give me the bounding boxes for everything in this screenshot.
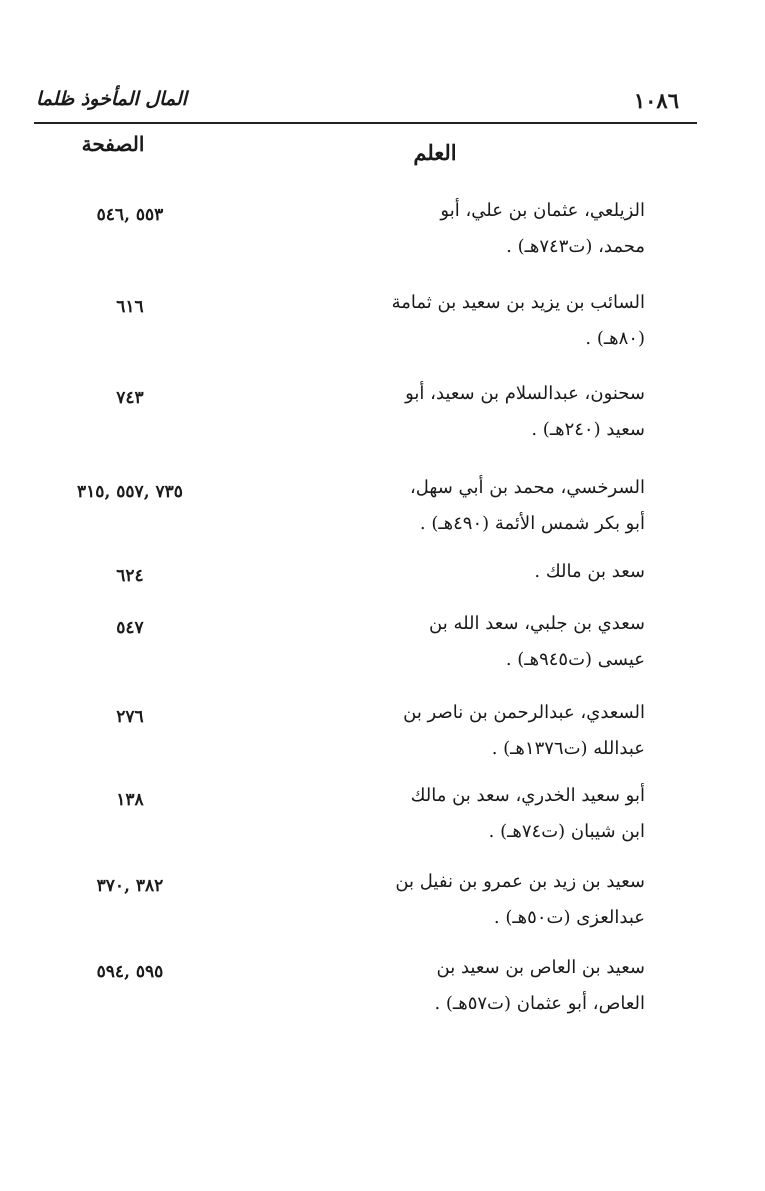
column-header-page: الصفحة [81, 132, 145, 156]
entry-pages: ١٣٨ [116, 790, 144, 810]
entry-name-line1: سعيد بن العاص بن سعيد بن [436, 957, 645, 978]
entry-name-line2: عبدالله (ت١٣٧٦هـ) . [491, 738, 645, 759]
entry-pages: ٧٤٣ [116, 388, 144, 408]
index-entry [0, 292, 765, 377]
entry-name-line1: الزيلعي، عثمان بن علي، أبو [440, 200, 645, 221]
running-title: المال المأخوذ ظلما [36, 88, 187, 110]
entry-name-line1: سعدي بن جلبي، سعد الله بن [429, 613, 645, 634]
index-entry [0, 957, 765, 1042]
entry-pages: ٢٧٦ [116, 707, 144, 727]
column-header-name: العلم [413, 140, 457, 165]
page-number: ١٠٨٦ [633, 88, 679, 113]
entry-name-line1: سحنون، عبدالسلام بن سعيد، أبو [405, 383, 645, 404]
index-entry [0, 613, 765, 698]
entry-name-line2: محمد، (ت٧٤٣هـ) . [506, 236, 645, 257]
entry-name-line2: العاص، أبو عثمان (ت٥٧هـ) . [434, 993, 645, 1014]
entry-pages: ٧٣٥ ,٥٥٧ ,٣١٥ [77, 482, 183, 502]
entry-name-line1: السعدي، عبدالرحمن بن ناصر بن [403, 702, 645, 723]
entry-name-line1: السرخسي، محمد بن أبي سهل، [409, 477, 645, 498]
entry-name-line2: سعيد (٢٤٠هـ) . [531, 419, 645, 440]
entry-name-line1: سعد بن مالك . [534, 561, 645, 582]
entry-name-line1: السائب بن يزيد بن سعيد بن ثمامة [391, 292, 645, 313]
entry-name-line2: أبو بكر شمس الأئمة (٤٩٠هـ) . [419, 513, 645, 534]
entry-pages: ٣٨٢ ,٣٧٠ [96, 876, 164, 896]
entry-pages: ٦٢٤ [116, 566, 144, 586]
header-rule [34, 122, 697, 124]
entry-pages: ٦١٦ [116, 297, 144, 317]
entry-name-line2: عيسى (ت٩٤٥هـ) . [505, 649, 645, 670]
entry-name-line2: عبدالعزى (ت٥٠هـ) . [493, 907, 645, 928]
entry-name-line2: ابن شيبان (ت٧٤هـ) . [488, 821, 645, 842]
index-entry [0, 702, 765, 787]
index-entry [0, 383, 765, 468]
entry-name-line1: أبو سعيد الخدري، سعد بن مالك [410, 785, 645, 806]
entry-name-line1: سعيد بن زيد بن عمرو بن نفيل بن [395, 871, 645, 892]
entry-pages: ٥٩٥ ,٥٩٤ [96, 962, 164, 982]
index-entry [0, 871, 765, 956]
index-entry [0, 200, 765, 285]
index-entry [0, 785, 765, 870]
entry-pages: ٥٥٣ ,٥٤٦ [96, 205, 164, 225]
entry-pages: ٥٤٧ [116, 618, 144, 638]
index-entry [0, 477, 765, 562]
entry-name-line2: (٨٠هـ) . [585, 328, 645, 349]
